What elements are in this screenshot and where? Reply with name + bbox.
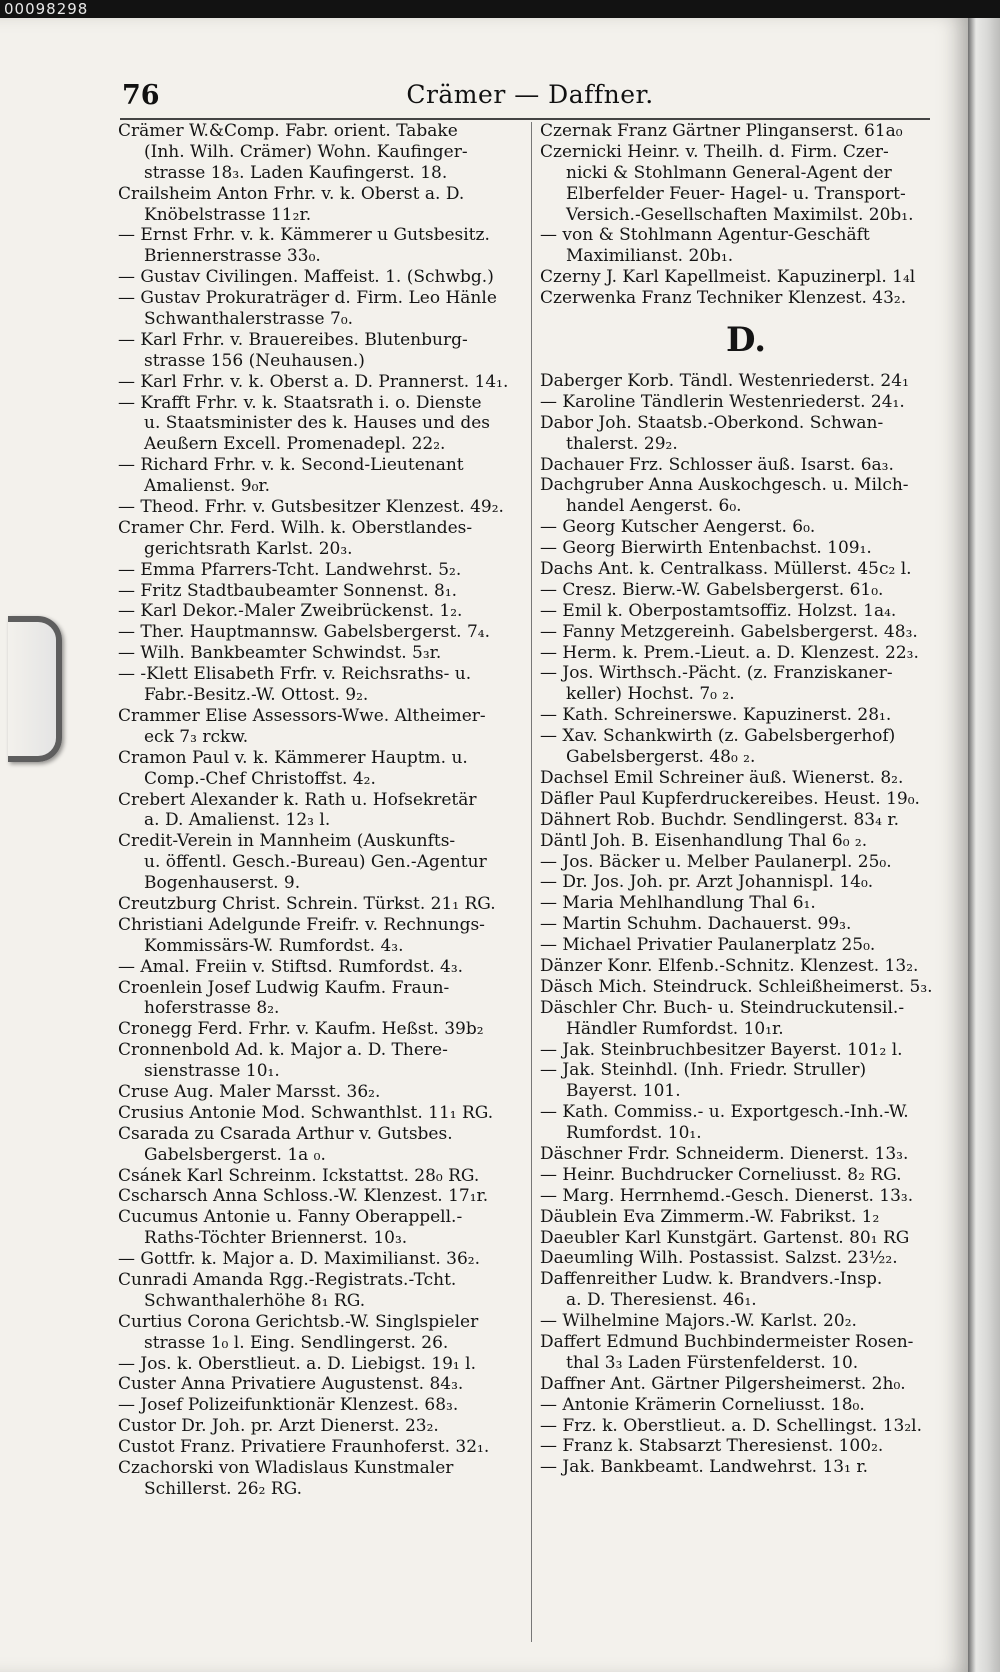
directory-entry-line: eck 7₃ rckw. [144, 726, 249, 747]
directory-entry-line: — Richard Frhr. v. k. Second-Lieutenant [118, 455, 464, 476]
directory-entry-line: — Kath. Schreinerswe. Kapuzinerst. 28₁. [540, 705, 892, 726]
paper-clip [8, 616, 62, 762]
directory-entry-line: Czachorski von Wladislaus Kunstmaler [118, 1458, 454, 1478]
directory-entry-line: Schwanthalerhöhe 8₁ RG. [144, 1290, 366, 1311]
directory-entry-line: hoferstrasse 8₂. [144, 998, 280, 1019]
directory-entry-line: Crailsheim Anton Frhr. v. k. Oberst a. D. [118, 183, 465, 204]
directory-entry-line: Kommissärs-W. Rumfordst. 4₃. [144, 935, 404, 956]
directory-entry-line: Bogenhauserst. 9. [144, 873, 301, 894]
directory-entry-line: strasse 18₃. Laden Kaufingerst. 18. [144, 162, 448, 183]
directory-entry-line: Czerny J. Karl Kapellmeist. Kapuzinerpl. 1₄l [540, 267, 916, 288]
directory-entry-line: Maximilianst. 20b₁. [566, 246, 734, 267]
directory-entry-line: Dachsel Emil Schreiner äuß. Wienerst. 8₂. [540, 767, 904, 788]
directory-entry-line: Schillerst. 26₂ RG. [144, 1478, 303, 1499]
directory-entry-line: — Dr. Jos. Joh. pr. Arzt Johannispl. 14₀. [540, 872, 874, 893]
directory-entry-line: — Gustav Civilingen. Maffeist. 1. (Schwbg.) [118, 267, 494, 288]
directory-entry-line: — Maria Mehlhandlung Thal 6₁. [540, 893, 816, 914]
directory-entry-line: Cruse Aug. Maler Marsst. 36₂. [118, 1081, 381, 1102]
directory-entry-line: — von & Stohlmann Agentur-Geschäft [540, 225, 870, 246]
directory-entry-line: — Emma Pfarrers-Tcht. Landwehrst. 5₂. [118, 559, 462, 580]
directory-entry-line: nicki & Stohlmann General-Agent der [566, 162, 892, 183]
directory-entry-line: Curtius Corona Gerichtsb.-W. Singlspieler [118, 1311, 479, 1332]
directory-entry-line: — Jak. Steinhdl. (Inh. Friedr. Struller) [540, 1060, 867, 1081]
directory-entry-line: (Inh. Wilh. Crämer) Wohn. Kaufinger- [144, 141, 468, 162]
directory-entry-line: Custot Franz. Privatiere Fraunhoferst. 32₁. [118, 1437, 490, 1458]
directory-entry-line: Daeumling Wilh. Postassist. Salzst. 23½₂. [540, 1248, 898, 1269]
directory-entry-line: Fabr.-Besitz.-W. Ottost. 9₂. [144, 685, 369, 706]
directory-entry-line: — Kath. Commiss.- u. Exportgesch.-Inh.-W. [540, 1102, 909, 1123]
column-divider [531, 122, 532, 1642]
directory-entry-line: Däfler Paul Kupferdruckereibes. Heust. 19₀. [540, 788, 920, 809]
directory-entry-line: Cronnenbold Ad. k. Major a. D. There- [118, 1040, 448, 1061]
directory-entry-line: — Fritz Stadtbaubeamter Sonnenst. 8₁. [118, 580, 458, 601]
directory-entry-line: — Gottfr. k. Major a. D. Maximilianst. 36₂. [118, 1249, 480, 1270]
directory-entry-line: Csarada zu Csarada Arthur v. Gutsbes. [118, 1123, 453, 1144]
directory-entry-line: Dänzer Konr. Elfenb.-Schnitz. Klenzest. 13₂. [540, 955, 919, 976]
directory-entry-line: thal 3₃ Laden Fürstenfelderst. 10. [566, 1352, 859, 1373]
directory-entry-line: — Jos. k. Oberstlieut. a. D. Liebigst. 19₁ l. [118, 1353, 476, 1374]
directory-entry-line: — Wilhelmine Majors.-W. Karlst. 20₂. [540, 1311, 857, 1332]
directory-entry-line: Händler Rumfordst. 10₁r. [566, 1018, 784, 1039]
directory-entry-line: Elberfelder Feuer- Hagel- u. Transport- [566, 183, 906, 204]
directory-entry-line: — Martin Schuhm. Dachauerst. 99₃. [540, 914, 852, 935]
directory-entry-line: — Amal. Freiin v. Stiftsd. Rumfordst. 4₃. [118, 956, 464, 977]
section-letter: D. [725, 320, 767, 361]
directory-entry-line: Comp.-Chef Christoffst. 4₂. [144, 768, 376, 789]
directory-entry-line: — Josef Polizeifunktionär Klenzest. 68₃. [118, 1395, 459, 1416]
directory-entry-line: a. D. Theresienst. 46₁. [566, 1290, 757, 1311]
directory-entry-line: Rumfordst. 10₁. [566, 1123, 702, 1144]
directory-entry-line: Crammer Elise Assessors-Wwe. Altheimer- [118, 705, 486, 726]
directory-entry-line: Cramer Chr. Ferd. Wilh. k. Oberstlandes- [118, 517, 473, 538]
directory-entry-line: Gabelsbergerst. 1a ₀. [144, 1144, 326, 1165]
directory-entry-line: Däntl Joh. B. Eisenhandlung Thal 6₀ ₂. [540, 830, 868, 851]
directory-entry-line: sienstrasse 10₁. [144, 1061, 280, 1082]
directory-entry-line: Däsch Mich. Steindruck. Schleißheimerst. 5₃. [540, 976, 933, 997]
directory-entry-line: Croenlein Josef Ludwig Kaufm. Fraun- [118, 977, 450, 998]
directory-entry-line: strasse 156 (Neuhausen.) [144, 350, 365, 371]
directory-entry-line: Aeußern Excell. Promenadepl. 22₂. [144, 434, 446, 455]
directory-entry-line: — Georg Kutscher Aengerst. 6₀. [540, 517, 816, 538]
directory-entry-line: a. D. Amalienst. 12₃ l. [144, 810, 331, 831]
directory-entry-line: — Fanny Metzgereinh. Gabelsbergerst. 48₃. [540, 621, 918, 642]
directory-entry-line: — Antonie Krämerin Corneliusst. 18₀. [540, 1394, 865, 1415]
directory-entry-line: — Franz k. Stabsarzt Theresienst. 100₂. [540, 1436, 884, 1457]
directory-entry-line: — Marg. Herrnhemd.-Gesch. Dienerst. 13₃. [540, 1185, 914, 1206]
directory-entry-line: — Emil k. Oberpostamtsoffiz. Holzst. 1a₄. [540, 600, 897, 621]
directory-entry-line: Amalienst. 9₀r. [144, 476, 271, 497]
directory-entry-line: Däublein Eva Zimmerm.-W. Fabrikst. 1₂ [540, 1206, 880, 1227]
directory-entry-line: — Frz. k. Oberstlieut. a. D. Schellingst. 13₂l. [540, 1415, 923, 1436]
directory-entry-line: Versich.-Gesellschaften Maximilst. 20b₁. [566, 204, 914, 225]
directory-entry-line: strasse 1₀ l. Eing. Sendlingerst. 26. [144, 1332, 449, 1353]
directory-entry-line: Daberger Korb. Tändl. Westenriederst. 24₁ [540, 371, 909, 392]
directory-entry-line: Dähnert Rob. Buchdr. Sendlingerst. 83₄ r. [540, 809, 899, 830]
directory-entry-line: — Jak. Steinbruchbesitzer Bayerst. 101₂ l. [540, 1039, 903, 1060]
directory-entry-line: — Krafft Frhr. v. k. Staatsrath i. o. Dienste [118, 392, 482, 413]
directory-entry-line: — Ernst Frhr. v. k. Kämmerer u Gutsbesitz. [118, 225, 490, 246]
directory-entry-line: u. öffentl. Gesch.-Bureau) Gen.-Agentur [144, 852, 487, 873]
directory-entry-line: Däschler Chr. Buch- u. Steindruckutensil.- [540, 997, 905, 1018]
directory-entry-line: Briennerstrasse 33₀. [144, 246, 321, 267]
directory-entry-line: Czernak Franz Gärtner Plinganserst. 61a₀ [540, 121, 903, 141]
running-head: Crämer — Daffner. [406, 80, 654, 109]
directory-entry-line: thalerst. 29₂. [566, 433, 678, 454]
directory-entry-line: — Herm. k. Prem.-Lieut. a. D. Klenzest. 22₃. [540, 642, 919, 663]
directory-entry-line: — Jak. Bankbeamt. Landwehrst. 13₁ r. [540, 1457, 868, 1478]
page-header [120, 80, 940, 120]
directory-entry-line: — Cresz. Bierw.-W. Gabelsbergerst. 61₀. [540, 579, 884, 600]
directory-entry-line: Dachgruber Anna Auskochgesch. u. Milch- [540, 475, 909, 496]
directory-entry-line: — -Klett Elisabeth Frfr. v. Reichsraths- u. [118, 664, 472, 685]
directory-entry-line: Dachs Ant. k. Centralkass. Müllerst. 45c₂ l. [540, 559, 912, 580]
directory-entry-line: — Xav. Schankwirth (z. Gabelsbergerhof) [540, 726, 896, 747]
directory-entry-line: Credit-Verein in Mannheim (Auskunfts- [118, 831, 456, 852]
directory-entry-line: Cucumus Antonie u. Fanny Oberappell.- [118, 1207, 463, 1228]
directory-entry-line: Daffner Ant. Gärtner Pilgersheimerst. 2h₀. [540, 1373, 906, 1394]
directory-entry-line: Däschner Frdr. Schneiderm. Dienerst. 13₃. [540, 1143, 909, 1164]
scan-id: 00098298 [4, 0, 89, 18]
directory-entry-line: — Michael Privatier Paulanerplatz 25₀. [540, 935, 876, 956]
page-number: 76 [122, 80, 160, 111]
directory-entry-line: — Karl Frhr. v. Brauereibes. Blutenburg- [118, 329, 468, 350]
directory-entry-line: — Gustav Prokuraträger d. Firm. Leo Hänle [118, 288, 497, 309]
directory-entry-line: Dabor Joh. Staatsb.-Oberkond. Schwan- [540, 412, 884, 433]
directory-entry-line: Daeubler Karl Kunstgärt. Gartenst. 80₁ RG [540, 1227, 910, 1248]
directory-entry-line: Cunradi Amanda Rgg.-Registrats.-Tcht. [118, 1269, 457, 1290]
directory-entry-line: Czernicki Heinr. v. Theilh. d. Firm. Czer- [540, 141, 889, 162]
directory-entry-line: Cscharsch Anna Schloss.-W. Klenzest. 17₁r. [118, 1186, 489, 1207]
header-rule [120, 118, 930, 120]
directory-entry-line: Custer Anna Privatiere Augustenst. 84₃. [118, 1374, 464, 1395]
directory-entry-line: Creutzburg Christ. Schrein. Türkst. 21₁ RG. [118, 893, 496, 914]
directory-entry-line: keller) Hochst. 7₀ ₂. [566, 684, 735, 705]
directory-entry-line: Crebert Alexander k. Rath u. Hofsekretär [118, 789, 477, 810]
directory-entry-line: Schwanthalerstrasse 7₀. [144, 309, 354, 330]
directory-entry-line: Cramon Paul v. k. Kämmerer Hauptm. u. [118, 747, 468, 768]
directory-entry-line: — Wilh. Bankbeamter Schwindst. 5₃r. [118, 643, 442, 664]
directory-entry-line: Daffenreither Ludw. k. Brandvers.-Insp. [540, 1269, 883, 1290]
directory-entry-line: Daffert Edmund Buchbindermeister Rosen- [540, 1331, 914, 1352]
directory-entry-line: Czerwenka Franz Techniker Klenzest. 43₂. [540, 288, 907, 309]
directory-entry-line: Dachauer Frz. Schlosser äuß. Isarst. 6a₃. [540, 454, 894, 475]
directory-entry-line: Raths-Töchter Briennerst. 10₃. [144, 1228, 408, 1249]
directory-entry-line: — Ther. Hauptmannsw. Gabelsbergerst. 7₄. [118, 622, 491, 643]
directory-entry-line: Custor Dr. Joh. pr. Arzt Dienerst. 23₂. [118, 1416, 439, 1437]
directory-entry-line: Csánek Karl Schreinm. Ickstattst. 28₀ RG. [118, 1165, 480, 1186]
directory-entry-line: — Jos. Wirthsch.-Pächt. (z. Franziskaner- [540, 663, 893, 684]
directory-column-right [540, 121, 952, 1478]
directory-entry-line: handel Aengerst. 6₀. [566, 496, 742, 517]
directory-entry-line: — Karoline Tändlerin Westenriederst. 24₁. [540, 391, 905, 412]
directory-entry-line: u. Staatsminister des k. Hauses und des [144, 413, 491, 434]
directory-entry-line: Gabelsbergerst. 48₀ ₂. [566, 747, 756, 768]
directory-entry-line: Cronegg Ferd. Frhr. v. Kaufm. Heßst. 39b₂ [118, 1019, 484, 1040]
page-edge [968, 18, 1000, 1672]
directory-entry-line: — Georg Bierwirth Entenbachst. 109₁. [540, 538, 872, 559]
directory-entry-line: — Heinr. Buchdrucker Corneliusst. 8₂ RG. [540, 1164, 902, 1185]
directory-entry-line: Crämer W.&Comp. Fabr. orient. Tabake [118, 121, 458, 141]
directory-entry-line: — Theod. Frhr. v. Gutsbesitzer Klenzest. 49₂. [118, 497, 504, 518]
directory-entry-line: — Karl Dekor.-Maler Zweibrückenst. 1₂. [118, 601, 463, 622]
directory-entry-line: Christiani Adelgunde Freifr. v. Rechnungs- [118, 914, 485, 935]
directory-column-left [118, 121, 530, 1500]
directory-entry-line: Knöbelstrasse 11₂r. [144, 204, 312, 225]
directory-entry-line: Bayerst. 101. [566, 1081, 681, 1102]
directory-entry-line: — Karl Frhr. v. k. Oberst a. D. Prannerst. 14₁. [118, 371, 509, 392]
directory-entry-line: Crusius Antonie Mod. Schwanthlst. 11₁ RG. [118, 1102, 494, 1123]
directory-entry-line: gerichtsrath Karlst. 20₃. [144, 538, 353, 559]
directory-entry-line: — Jos. Bäcker u. Melber Paulanerpl. 25₀. [540, 851, 892, 872]
